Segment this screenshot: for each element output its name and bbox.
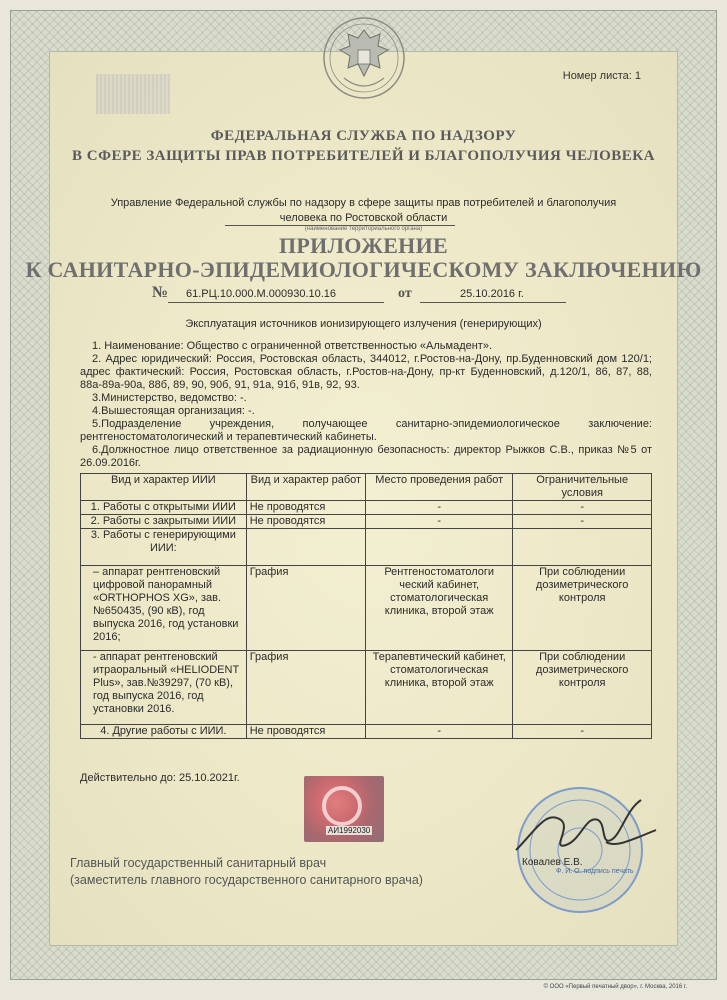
hologram-emblem-icon (322, 786, 362, 826)
table-cell: Терапевтический кабинет, стоматологическая клиника, второй этаж (366, 651, 513, 725)
detail-item: 3.Министерство, ведомство: -. (92, 392, 247, 404)
valid-until: Действительно до: 25.10.2021г. (80, 772, 240, 784)
number-underline (168, 302, 384, 303)
table-cell: 1. Работы с открытыми ИИИ (81, 501, 247, 515)
table-header-cell: Место проведения работ (366, 474, 513, 501)
table-cell: - (366, 725, 513, 739)
table-cell: 2. Работы с закрытыми ИИИ (81, 515, 247, 529)
detail-item: 2. Адрес юридический: Россия, Ростовская область, 344012, г.Ростов-на-Дону, пр.Буденновский дом 120/1; адрес фактический: Россия, Ростовская область, г.Ростов-на-Дону, пр-кт Буденновский, д.120/1, 86, 87, 88, 88а-89а-90а, 88б, 89, 90, 90б, 91, 91а, 91б, 91в, 92, 93. (80, 353, 652, 391)
number-sign: № (152, 284, 169, 301)
table-row (81, 651, 652, 725)
table-cell (246, 529, 365, 566)
signer-name: Ковалев Е.В. (522, 857, 583, 868)
detail-item: 6.Должностное лицо ответственное за радиационную безопасность: директор Рыжков С.В., приказ №5 от 26.09.2016г. (80, 444, 652, 469)
table-header-cell: Вид и характер ИИИ (81, 474, 247, 501)
table-cell: Графия (246, 566, 365, 651)
table-row (81, 725, 652, 739)
table-cell: Не проводятся (246, 725, 365, 739)
table-cell: Рентгеностоматологи ческий кабинет, стоматологическая клиника, второй этаж (366, 566, 513, 651)
chief-title-line1: Главный государственный санитарный врач (70, 856, 327, 870)
hologram-strip (96, 74, 170, 114)
coat-of-arms-icon (322, 16, 406, 100)
table-cell: При соблюдении дозиметрического контроля (513, 566, 652, 651)
sheet-number: Номер листа: 1 (562, 70, 641, 82)
detail-item: 1. Наименование: Общество с ограниченной ответственностью «Альмадент». (92, 340, 493, 352)
department-name (0, 196, 727, 226)
table-cell (366, 529, 513, 566)
table-cell: - (513, 515, 652, 529)
date-underline (420, 302, 566, 303)
table-row (81, 515, 652, 529)
date-prefix: от (398, 286, 412, 301)
printer-footer: © ООО «Первый печатный двор», г. Москва, 2016 г. (543, 984, 687, 990)
chief-title-line2: (заместитель главного государственного санитарного врача) (70, 873, 423, 887)
table-row (81, 566, 652, 651)
table-cell: - (513, 501, 652, 515)
details-list (80, 340, 652, 470)
signer-caption: Ф. И. О. подпись печать (556, 868, 634, 875)
table-cell (513, 529, 652, 566)
table-cell: - (366, 501, 513, 515)
conclusion-number: 61.РЦ.10.000.М.000930.10.16 (186, 288, 337, 300)
table-cell: Не проводятся (246, 501, 365, 515)
detail-item: 4.Вышестоящая организация: -. (92, 405, 255, 417)
activity-type: Эксплуатация источников ионизирующего излучения (генерирующих) (185, 318, 542, 330)
table-header-row (81, 474, 652, 501)
table-header-cell: Ограничительные условия (513, 474, 652, 501)
table-cell: Графия (246, 651, 365, 725)
document-title-line2: К САНИТАРНО-ЭПИДЕМИОЛОГИЧЕСКОМУ ЗАКЛЮЧЕНИЮ (25, 257, 702, 282)
hologram-serial: АИ1992030 (328, 826, 371, 835)
table-cell: 3. Работы с генерирующими ИИИ: (81, 529, 247, 566)
detail-item: 5.Подразделение учреждения, получающее санитарно-эпидемиологическое заключение: рентгеностоматологический и терапевтический кабинеты. (80, 418, 652, 443)
table-cell: - (513, 725, 652, 739)
table-cell: При соблюдении дозиметрического контроля (513, 651, 652, 725)
sources-table (80, 473, 652, 739)
table-cell: – аппарат рентгеновский цифровой панорамный «ORTHOPHOS XG», зав.№650435, (90 кВ), год выпуска 2016, год установки 2016; (81, 566, 247, 651)
conclusion-date: 25.10.2016 г. (460, 288, 524, 300)
table-cell: - (366, 515, 513, 529)
department-line2: человека по Ростовской области (279, 212, 448, 224)
hologram-sticker (304, 776, 384, 842)
document-title-line1: ПРИЛОЖЕНИЕ (279, 233, 448, 258)
table-row (81, 529, 652, 566)
department-caption: (наименование территориального органа) (304, 226, 423, 232)
table-cell: Не проводятся (246, 515, 365, 529)
agency-title-line1: ФЕДЕРАЛЬНАЯ СЛУЖБА ПО НАДЗОРУ (210, 128, 517, 144)
agency-title-line2: В СФЕРЕ ЗАЩИТЫ ПРАВ ПОТРЕБИТЕЛЕЙ И БЛАГОПОЛУЧИЯ ЧЕЛОВЕКА (72, 148, 655, 164)
table-cell: - аппарат рентгеновский итраоральный «HELIODENT Plus», зав.№39297, (70 кВ), год выпуска 2016, год установки 2016. (81, 651, 247, 725)
table-cell: 4. Другие работы с ИИИ. (81, 725, 247, 739)
department-line1: Управление Федеральной службы по надзору в сфере защиты прав потребителей и благополучия (110, 197, 617, 209)
table-header-cell: Вид и характер работ (246, 474, 365, 501)
table-row (81, 501, 652, 515)
